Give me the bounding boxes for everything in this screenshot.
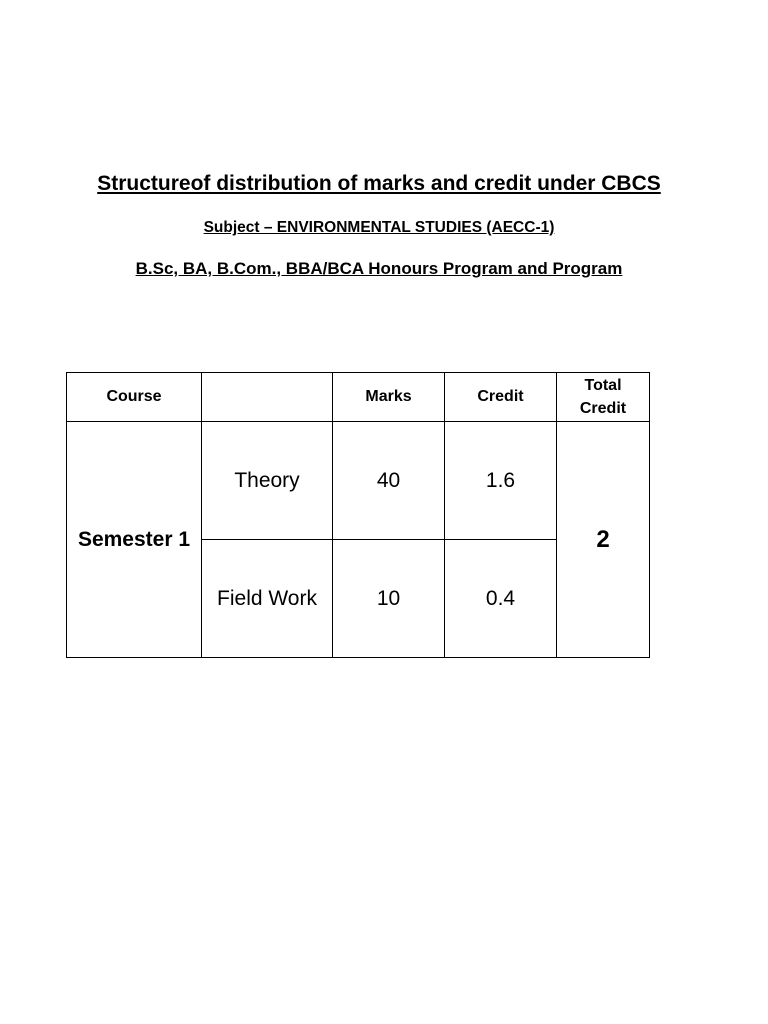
header-total-credit <box>557 373 650 422</box>
marks-cell: 40 <box>333 422 445 540</box>
total-credit-cell: 2 <box>557 422 650 658</box>
table-row <box>67 422 650 540</box>
header-total-credit-line1: Total <box>584 377 622 394</box>
component-cell: Field Work <box>202 540 333 658</box>
component-cell: Theory <box>202 422 333 540</box>
marks-credit-table <box>66 372 650 658</box>
marks-cell: 10 <box>333 540 445 658</box>
table-header-row <box>67 373 650 422</box>
credit-cell: 1.6 <box>445 422 557 540</box>
subject-heading: Subject – ENVIRONMENTAL STUDIES (AECC-1) <box>203 219 555 236</box>
header-marks: Marks <box>333 373 445 422</box>
semester-cell: Semester 1 <box>67 422 202 658</box>
header-total-credit-line2: Credit <box>579 400 627 417</box>
header-component <box>202 373 333 422</box>
document-title: Structureof distribution of marks and credit under CBCS <box>97 172 661 195</box>
programs-heading: B.Sc, BA, B.Com., BBA/BCA Honours Program and Program <box>135 259 623 278</box>
header-course: Course <box>67 373 202 422</box>
header-credit: Credit <box>445 373 557 422</box>
credit-cell: 0.4 <box>445 540 557 658</box>
